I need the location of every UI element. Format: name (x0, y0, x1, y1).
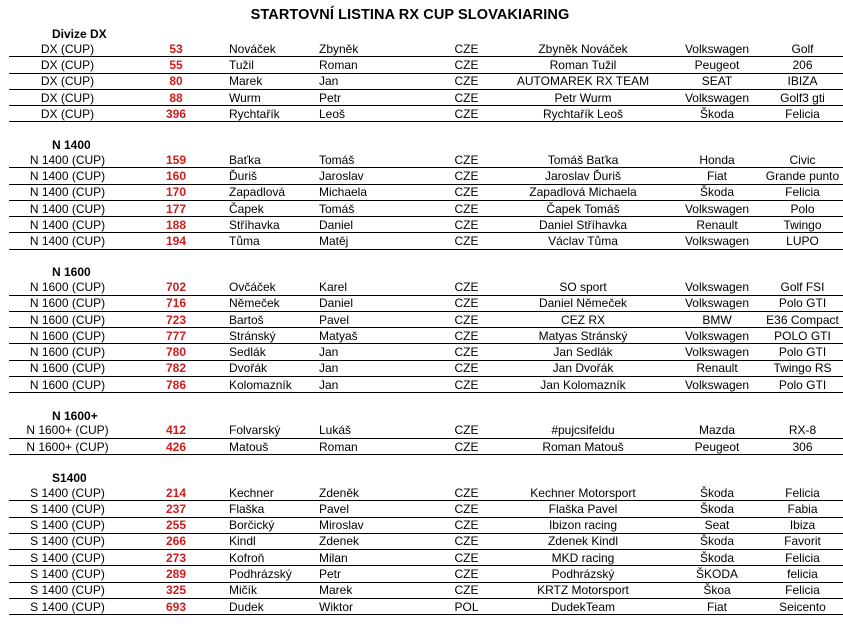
class-section (0, 137, 840, 250)
car-make-cell: Fiat (672, 599, 762, 615)
table-row (9, 168, 843, 184)
first-name-cell: Tomáš (316, 152, 439, 168)
first-name-cell: Karel (316, 279, 439, 295)
car-make-cell: Volkswagen (672, 200, 762, 216)
first-name-cell: Jan (316, 377, 439, 393)
team-cell: Daniel Němeček (494, 295, 672, 311)
team-cell: Rychtařík Leoš (494, 106, 672, 122)
car-make-cell: BMW (672, 311, 762, 327)
last-name-cell: Rychtařík (226, 106, 316, 122)
table-row (9, 200, 843, 216)
car-make-cell: Škoda (672, 106, 762, 122)
nationality-cell: CZE (439, 233, 494, 249)
car-model-cell: Twingo RS (762, 360, 843, 376)
last-name-cell: Stříhavka (226, 217, 316, 233)
first-name-cell: Marek (316, 582, 439, 598)
start-number-cell: 53 (126, 41, 226, 57)
nationality-cell: CZE (439, 423, 494, 439)
team-cell: Podhrázský (494, 566, 672, 582)
first-name-cell: Matěj (316, 233, 439, 249)
first-name-cell: Roman (316, 439, 439, 455)
nationality-cell: CZE (439, 517, 494, 533)
first-name-cell: Leoš (316, 106, 439, 122)
class-cell: S 1400 (CUP) (9, 582, 126, 598)
last-name-cell: Nováček (226, 41, 316, 57)
entry-table (9, 423, 843, 456)
last-name-cell: Baťka (226, 152, 316, 168)
table-row (9, 41, 843, 57)
class-cell: N 1400 (CUP) (9, 168, 126, 184)
first-name-cell: Pavel (316, 501, 439, 517)
last-name-cell: Kofroň (226, 550, 316, 566)
page-title: STARTOVNÍ LISTINA RX CUP SLOVAKIARING (250, 7, 570, 23)
team-cell: Flaška Pavel (494, 501, 672, 517)
car-make-cell: Seat (672, 517, 762, 533)
car-make-cell: Volkswagen (672, 344, 762, 360)
table-row (9, 360, 843, 376)
table-row (9, 328, 843, 344)
last-name-cell: Ďuriš (226, 168, 316, 184)
car-model-cell: felicia (762, 566, 843, 582)
start-number-cell: 289 (126, 566, 226, 582)
last-name-cell: Matouš (226, 439, 316, 455)
start-number-cell: 786 (126, 377, 226, 393)
start-number-cell: 237 (126, 501, 226, 517)
team-cell: Zapadlová Michaela (494, 184, 672, 200)
start-number-cell: 266 (126, 533, 226, 549)
entry-table (9, 279, 843, 393)
last-name-cell: Bartoš (226, 311, 316, 327)
first-name-cell: Pavel (316, 311, 439, 327)
start-number-cell: 412 (126, 423, 226, 439)
nationality-cell: CZE (439, 152, 494, 168)
table-row (9, 423, 843, 439)
start-number-cell: 273 (126, 550, 226, 566)
table-row (9, 501, 843, 517)
team-cell: Jan Kolomazník (494, 377, 672, 393)
table-row (9, 517, 843, 533)
car-model-cell: Civic (762, 152, 843, 168)
start-number-cell: 177 (126, 200, 226, 216)
last-name-cell: Sedlák (226, 344, 316, 360)
car-model-cell: Felicia (762, 485, 843, 501)
table-row (9, 377, 843, 393)
class-cell: DX (CUP) (9, 106, 126, 122)
class-cell: N 1600 (CUP) (9, 295, 126, 311)
team-cell: Zbyněk Nováček (494, 41, 672, 57)
start-number-cell: 188 (126, 217, 226, 233)
nationality-cell: CZE (439, 344, 494, 360)
car-model-cell: Felicia (762, 184, 843, 200)
last-name-cell: Flaška (226, 501, 316, 517)
table-row (9, 439, 843, 455)
nationality-cell: CZE (439, 582, 494, 598)
first-name-cell: Matyaš (316, 328, 439, 344)
section-title: S1400 (52, 470, 87, 485)
last-name-cell: Ovčáček (226, 279, 316, 295)
team-cell: DudekTeam (494, 599, 672, 615)
team-cell: Jan Sedlák (494, 344, 672, 360)
section-title: N 1600 (52, 265, 91, 280)
nationality-cell: CZE (439, 550, 494, 566)
class-cell: S 1400 (CUP) (9, 599, 126, 615)
nationality-cell: CZE (439, 377, 494, 393)
sections-container (0, 27, 840, 631)
start-number-cell: 702 (126, 279, 226, 295)
section-title: N 1400 (52, 137, 91, 152)
first-name-cell: Zbyněk (316, 41, 439, 57)
team-cell: Roman Tužil (494, 57, 672, 73)
team-cell: Matyas Stránský (494, 328, 672, 344)
table-row (9, 550, 843, 566)
table-row (9, 152, 843, 168)
start-number-cell: 716 (126, 295, 226, 311)
first-name-cell: Milan (316, 550, 439, 566)
car-make-cell: Peugeot (672, 57, 762, 73)
team-cell: Zdenek Kindl (494, 533, 672, 549)
nationality-cell: CZE (439, 279, 494, 295)
class-cell: S 1400 (CUP) (9, 485, 126, 501)
last-name-cell: Tůma (226, 233, 316, 249)
start-number-cell: 426 (126, 439, 226, 455)
table-row (9, 57, 843, 73)
team-cell: SO sport (494, 279, 672, 295)
car-model-cell: Twingo (762, 217, 843, 233)
table-row (9, 89, 843, 105)
start-number-cell: 777 (126, 328, 226, 344)
start-number-cell: 214 (126, 485, 226, 501)
nationality-cell: CZE (439, 533, 494, 549)
class-cell: DX (CUP) (9, 73, 126, 89)
last-name-cell: Tužil (226, 57, 316, 73)
car-model-cell: Polo (762, 200, 843, 216)
nationality-cell: POL (439, 599, 494, 615)
car-model-cell: Golf FSI (762, 279, 843, 295)
car-model-cell: RX-8 (762, 423, 843, 439)
nationality-cell: CZE (439, 360, 494, 376)
table-row (9, 279, 843, 295)
car-model-cell: Felicia (762, 106, 843, 122)
car-make-cell: Volkswagen (672, 295, 762, 311)
last-name-cell: Podhrázský (226, 566, 316, 582)
entry-table (9, 41, 843, 122)
car-model-cell: Fabia (762, 501, 843, 517)
start-number-cell: 194 (126, 233, 226, 249)
car-make-cell: Volkswagen (672, 41, 762, 57)
start-number-cell: 782 (126, 360, 226, 376)
car-model-cell: IBIZA (762, 73, 843, 89)
first-name-cell: Jan (316, 360, 439, 376)
class-cell: DX (CUP) (9, 41, 126, 57)
class-cell: N 1600+ (CUP) (9, 423, 126, 439)
first-name-cell: Miroslav (316, 517, 439, 533)
table-row (9, 233, 843, 249)
last-name-cell: Folvarský (226, 423, 316, 439)
table-row (9, 599, 843, 615)
start-number-cell: 693 (126, 599, 226, 615)
team-cell: Ibizon racing (494, 517, 672, 533)
nationality-cell: CZE (439, 566, 494, 582)
team-cell: Tomáš Baťka (494, 152, 672, 168)
nationality-cell: CZE (439, 41, 494, 57)
class-cell: N 1600 (CUP) (9, 328, 126, 344)
first-name-cell: Jaroslav (316, 168, 439, 184)
team-cell: Petr Wurm (494, 89, 672, 105)
table-row (9, 582, 843, 598)
car-make-cell: Renault (672, 217, 762, 233)
start-number-cell: 170 (126, 184, 226, 200)
class-cell: N 1400 (CUP) (9, 217, 126, 233)
table-row (9, 485, 843, 501)
nationality-cell: CZE (439, 501, 494, 517)
class-section (0, 470, 826, 615)
class-cell: DX (CUP) (9, 57, 126, 73)
last-name-cell: Mičík (226, 582, 316, 598)
car-model-cell: Golf (762, 41, 843, 57)
last-name-cell: Wurm (226, 89, 316, 105)
car-make-cell: Renault (672, 360, 762, 376)
first-name-cell: Tomáš (316, 200, 439, 216)
first-name-cell: Jan (316, 73, 439, 89)
nationality-cell: CZE (439, 57, 494, 73)
car-model-cell: E36 Compact (762, 311, 843, 327)
class-cell: S 1400 (CUP) (9, 550, 126, 566)
start-number-cell: 780 (126, 344, 226, 360)
car-make-cell: Peugeot (672, 439, 762, 455)
car-make-cell: Volkswagen (672, 377, 762, 393)
first-name-cell: Petr (316, 89, 439, 105)
nationality-cell: CZE (439, 184, 494, 200)
team-cell: #pujcsifeldu (494, 423, 672, 439)
last-name-cell: Němeček (226, 295, 316, 311)
nationality-cell: CZE (439, 328, 494, 344)
first-name-cell: Jan (316, 344, 439, 360)
class-cell: N 1400 (CUP) (9, 152, 126, 168)
last-name-cell: Dvořák (226, 360, 316, 376)
nationality-cell: CZE (439, 295, 494, 311)
last-name-cell: Zapadlová (226, 184, 316, 200)
table-row (9, 566, 843, 582)
car-model-cell: Polo GTI (762, 295, 843, 311)
car-model-cell: Felicia (762, 550, 843, 566)
nationality-cell: CZE (439, 439, 494, 455)
first-name-cell: Zdeněk (316, 485, 439, 501)
section-title: N 1600+ (52, 408, 98, 423)
start-number-cell: 255 (126, 517, 226, 533)
first-name-cell: Zdenek (316, 533, 439, 549)
car-model-cell: Felicia (762, 582, 843, 598)
last-name-cell: Čapek (226, 200, 316, 216)
first-name-cell: Lukáš (316, 423, 439, 439)
car-make-cell: ŠKODA (672, 566, 762, 582)
class-section (0, 265, 839, 393)
car-make-cell: Volkswagen (672, 233, 762, 249)
team-cell: KRTZ Motorsport (494, 582, 672, 598)
class-section (0, 27, 825, 122)
class-cell: N 1600 (CUP) (9, 311, 126, 327)
team-cell: AUTOMAREK RX TEAM (494, 73, 672, 89)
table-row (9, 311, 843, 327)
last-name-cell: Borčický (226, 517, 316, 533)
last-name-cell: Kolomazník (226, 377, 316, 393)
first-name-cell: Wiktor (316, 599, 439, 615)
start-number-cell: 325 (126, 582, 226, 598)
car-model-cell: LUPO (762, 233, 843, 249)
car-make-cell: Volkswagen (672, 328, 762, 344)
class-cell: N 1400 (CUP) (9, 200, 126, 216)
last-name-cell: Dudek (226, 599, 316, 615)
car-make-cell: Škoda (672, 501, 762, 517)
team-cell: Kechner Motorsport (494, 485, 672, 501)
start-number-cell: 55 (126, 57, 226, 73)
first-name-cell: Roman (316, 57, 439, 73)
class-cell: S 1400 (CUP) (9, 533, 126, 549)
car-make-cell: Honda (672, 152, 762, 168)
team-cell: Jan Dvořák (494, 360, 672, 376)
first-name-cell: Daniel (316, 295, 439, 311)
nationality-cell: CZE (439, 311, 494, 327)
table-row (9, 217, 843, 233)
class-cell: DX (CUP) (9, 89, 126, 105)
entry-table (9, 152, 843, 250)
car-make-cell: Mazda (672, 423, 762, 439)
car-make-cell: Volkswagen (672, 279, 762, 295)
car-make-cell: Volkswagen (672, 89, 762, 105)
first-name-cell: Petr (316, 566, 439, 582)
car-model-cell: Favorit (762, 533, 843, 549)
class-cell: N 1600 (CUP) (9, 344, 126, 360)
table-row (9, 106, 843, 122)
car-make-cell: Škoda (672, 485, 762, 501)
class-cell: N 1600 (CUP) (9, 360, 126, 376)
class-cell: N 1400 (CUP) (9, 184, 126, 200)
team-cell: Roman Matouš (494, 439, 672, 455)
start-number-cell: 80 (126, 73, 226, 89)
class-cell: N 1600 (CUP) (9, 377, 126, 393)
last-name-cell: Kechner (226, 485, 316, 501)
last-name-cell: Kindl (226, 533, 316, 549)
team-cell: Jaroslav Ďuriš (494, 168, 672, 184)
table-row (9, 295, 843, 311)
car-model-cell: Ibiza (762, 517, 843, 533)
nationality-cell: CZE (439, 485, 494, 501)
start-number-cell: 88 (126, 89, 226, 105)
start-number-cell: 160 (126, 168, 226, 184)
car-model-cell: Polo GTI (762, 344, 843, 360)
class-cell: S 1400 (CUP) (9, 566, 126, 582)
car-make-cell: Škoa (672, 582, 762, 598)
table-row (9, 533, 843, 549)
last-name-cell: Marek (226, 73, 316, 89)
class-cell: S 1400 (CUP) (9, 501, 126, 517)
section-title: Divize DX (52, 27, 107, 41)
class-cell: N 1600+ (CUP) (9, 439, 126, 455)
class-cell: S 1400 (CUP) (9, 517, 126, 533)
team-cell: Václav Tůma (494, 233, 672, 249)
car-make-cell: Škoda (672, 184, 762, 200)
car-make-cell: SEAT (672, 73, 762, 89)
team-cell: CEZ RX (494, 311, 672, 327)
car-make-cell: Fiat (672, 168, 762, 184)
car-make-cell: Škoda (672, 533, 762, 549)
nationality-cell: CZE (439, 73, 494, 89)
nationality-cell: CZE (439, 200, 494, 216)
table-row (9, 184, 843, 200)
car-make-cell: Škoda (672, 550, 762, 566)
start-number-cell: 723 (126, 311, 226, 327)
car-model-cell: Golf3 gti (762, 89, 843, 105)
entry-table (9, 485, 843, 615)
nationality-cell: CZE (439, 217, 494, 233)
class-cell: N 1400 (CUP) (9, 233, 126, 249)
car-model-cell: 206 (762, 57, 843, 73)
class-cell: N 1600 (CUP) (9, 279, 126, 295)
car-model-cell: Polo GTI (762, 377, 843, 393)
start-number-cell: 159 (126, 152, 226, 168)
car-model-cell: POLO GTI (762, 328, 843, 344)
start-number-cell: 396 (126, 106, 226, 122)
table-row (9, 344, 843, 360)
team-cell: MKD racing (494, 550, 672, 566)
first-name-cell: Michaela (316, 184, 439, 200)
nationality-cell: CZE (439, 106, 494, 122)
nationality-cell: CZE (439, 89, 494, 105)
car-model-cell: Grande punto (762, 168, 843, 184)
class-section (0, 409, 820, 456)
team-cell: Daniel Stříhavka (494, 217, 672, 233)
car-model-cell: Seicento (762, 599, 843, 615)
car-model-cell: 306 (762, 439, 843, 455)
team-cell: Čapek Tomáš (494, 200, 672, 216)
last-name-cell: Stránský (226, 328, 316, 344)
first-name-cell: Daniel (316, 217, 439, 233)
nationality-cell: CZE (439, 168, 494, 184)
table-row (9, 73, 843, 89)
